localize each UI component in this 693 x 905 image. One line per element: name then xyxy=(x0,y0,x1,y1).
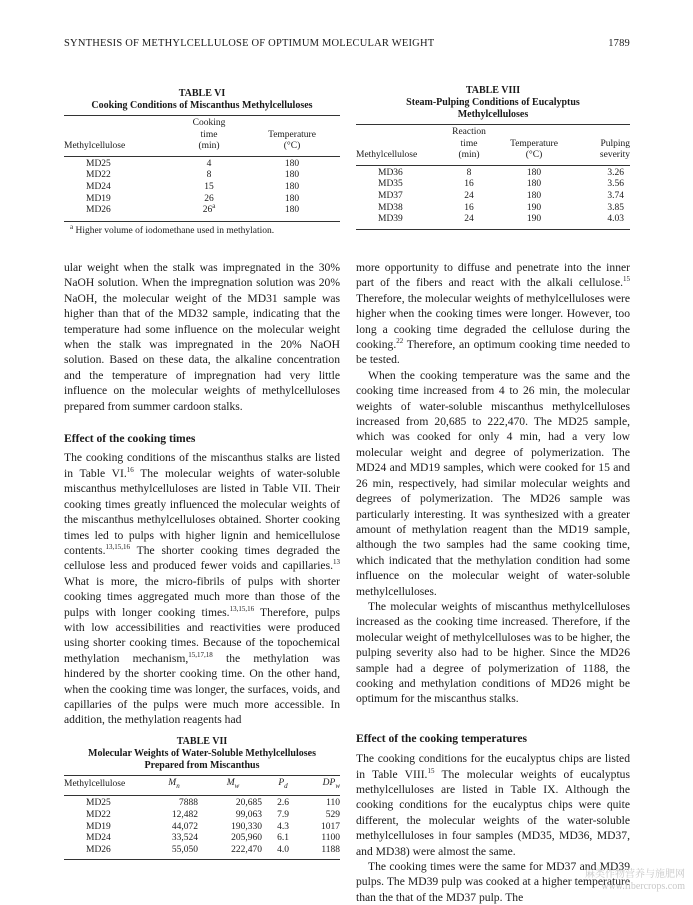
table-row: MD39 24 190 4.03 xyxy=(378,214,624,225)
table-row: MD19 44,072 190,330 4.3 1017 xyxy=(86,821,340,832)
col-header: Pulping severity xyxy=(599,138,630,161)
running-header xyxy=(64,38,630,49)
table-header-row xyxy=(64,778,340,792)
section-heading-cooking-temperatures: Effect of the cooking temperatures xyxy=(356,731,528,745)
table-viii-title: Steam-Pulping Conditions of Eucalyptus xyxy=(406,97,580,108)
paragraph: more opportunity to diffuse and penetrate into the inner part of the fibers and react with the alkali cellulose.$^{15}$ Therefore, the molecular weights of methylcelluloses were higher when the cooking times were longer. However, too long a cooking time degraded the cellulose during the cooking.$^{22}$ Therefore, an optimum cooking time needed to be tested. xyxy=(356,261,630,367)
col-header: Temperature (°C) xyxy=(510,138,558,161)
watermark-line-1: 麻类作物营养与施肥网 xyxy=(585,869,685,880)
table-row: MD24 33,524 205,960 6.1 1100 xyxy=(86,833,340,844)
col-header: $M_w$ xyxy=(226,778,240,790)
table-viii-title-2: Methylcelluloses xyxy=(457,109,529,120)
col-header: $DP_w$ xyxy=(322,778,340,790)
right-column xyxy=(356,260,630,905)
table-viii-label: TABLE VIII xyxy=(465,85,521,96)
table-viii xyxy=(356,85,630,230)
col-header: Methylcellulose xyxy=(64,779,126,790)
table-header-row xyxy=(64,118,340,153)
watermark xyxy=(585,869,685,893)
table-vi-label: TABLE VI xyxy=(178,88,226,99)
table-row: MD38 16 190 3.85 xyxy=(378,202,624,213)
table-vii-label: TABLE VII xyxy=(176,736,228,747)
table-viii-grid xyxy=(356,124,630,230)
table-header-row xyxy=(356,127,630,162)
table-vi xyxy=(64,88,340,236)
table-vi-footnote: $^a$ Higher volume of iodomethane used in methylation. xyxy=(70,222,275,236)
table-row: MD19 26 180 xyxy=(86,193,300,204)
table-vii xyxy=(64,736,340,860)
section-heading-cooking-times: Effect of the cooking times xyxy=(64,432,196,446)
table-row: MD26 26$^a$ 180 xyxy=(86,202,300,216)
running-title: SYNTHESIS OF METHYLCELLULOSE OF OPTIMUM MOLECULAR WEIGHT xyxy=(64,38,435,49)
paragraph: The cooking conditions of the miscanthus stalks are listed in Table VI.$^{16}$ The molecular weights of water-soluble miscanthus methylcelluloses are listed in Table VII. Their cooking times greatly influenced the molecular weights of the miscanthus methylcelluloses obtained. Shorter cooking times led to pulps with higher lignin and hemicellulose contents.$^{13,15,16}$ The shorter cooking times degraded the cellulose less and produced fewer voids and capillaries.$^{13}$ What is more, the micro-fibrils of pulps with shorter cooking times aggregated much more than those of the pulps with longer cooking times.$^{13,15,16}$ Therefore, pulps with low accessibilities and reactivities were produced using shorter cooking times. Because of the topochemical methylation mechanism,$^{15,17,18}$ the methylation was hindered by the shorter cooking time. On the other hand, when the cooking time was longer, the surfaces, voids, and capillaries of the pulps were much more accessible. In addition, the methylation reagents had xyxy=(64,451,341,727)
table-row: MD22 12,482 99,063 7.9 529 xyxy=(86,810,340,821)
table-row: MD25 7888 20,685 2.6 110 xyxy=(86,798,340,809)
paragraph: The molecular weights of miscanthus methylcelluloses increased as the cooking time increased. Therefore, if the molecular weight of methylcelluloses was to be higher, the pulping severity also had to be higher. Since the MD26 sample had a degree of polymerization of 1188, the cooking and methylation conditions of MD26 might be optimum for the miscanthus stalks. xyxy=(356,599,630,706)
table-vii-grid xyxy=(64,775,340,860)
table-vi-title: Cooking Conditions of Miscanthus Methylcelluloses xyxy=(91,100,313,111)
table-vii-title-2: Prepared from Miscanthus xyxy=(144,760,260,771)
col-header: $P_d$ xyxy=(278,778,288,790)
table-row: MD25 4 180 xyxy=(86,158,300,169)
table-row: MD35 16 180 3.56 xyxy=(378,179,624,190)
table-row: MD37 24 180 3.74 xyxy=(378,190,624,201)
col-header: $M_n$ xyxy=(168,778,180,790)
paragraph: The cooking conditions for the eucalyptus chips are listed in Table VIII.$^{15}$ The molecular weights of eucalyptus methylcelluloses are listed in Table IX. Although the cooking conditions for the eucalyptus chips were quite different, the molecular weights of the water-soluble methylcelluloses in four samples (MD35, MD36, MD37, and MD38) were almost the same. xyxy=(356,752,630,858)
paragraph: When the cooking temperature was the same and the cooking time increased from 4 to 26 min, the molecular weights of water-soluble miscanthus methylcelluloses increased from 20,685 to 222,470. The MD25 sample, which was cooked for only 4 min, had a very low molecular weight and degree of polymerization. The MD24 and MD19 samples, which were cooked for 15 and 26 min, respectively, had similar molecular weights and degrees of polymerization. The MD26 sample was particularly interesting. It was synthesized with a greater amount of methylation reagent than the MD19 sample, although the two samples had the same cooking time, which indicated that the methylation condition had some influence on the molecular weight of water-soluble methylcelluloses. xyxy=(356,368,630,598)
col-header: Temperature (°C) xyxy=(268,129,316,152)
table-vi-grid xyxy=(64,115,340,222)
col-header: Cooking time (min) xyxy=(192,118,226,152)
col-header: Reaction time (min) xyxy=(452,127,486,161)
paragraph: The cooking times were the same for MD37 and MD39 pulps. The MD39 pulp was cooked at a higher temperature than the that of the MD37 pulp. The xyxy=(356,860,630,904)
table-row: MD26 55,050 222,470 4.0 1188 xyxy=(86,844,340,855)
table-row: MD24 15 180 xyxy=(86,181,300,192)
page-number: 1789 xyxy=(608,38,630,49)
col-header: Methylcellulose xyxy=(64,141,126,152)
watermark-line-2: www.fibercrops.com xyxy=(601,881,685,892)
table-row: MD22 8 180 xyxy=(86,170,300,181)
paragraph: ular weight when the stalk was impregnated in the 30% NaOH solution. When the impregnation solution was 20% NaOH, the molecular weight of the MD31 sample was higher than that of the MD32 sample, indicating that the temperature had some influence on the molecular weight when the stalk was impregnated in the 20% NaOH solution. Based on these data, the alkaline concentration and the temperature of impregnation had very little influence on the molecular weights of methylcelluloses prepared from summer cardoon stalks. xyxy=(64,261,340,413)
table-row: MD36 8 180 3.26 xyxy=(378,167,624,178)
left-column xyxy=(64,260,340,728)
col-header: Methylcellulose xyxy=(356,150,418,161)
table-vii-title: Molecular Weights of Water-Soluble Methylcelluloses xyxy=(88,748,316,759)
